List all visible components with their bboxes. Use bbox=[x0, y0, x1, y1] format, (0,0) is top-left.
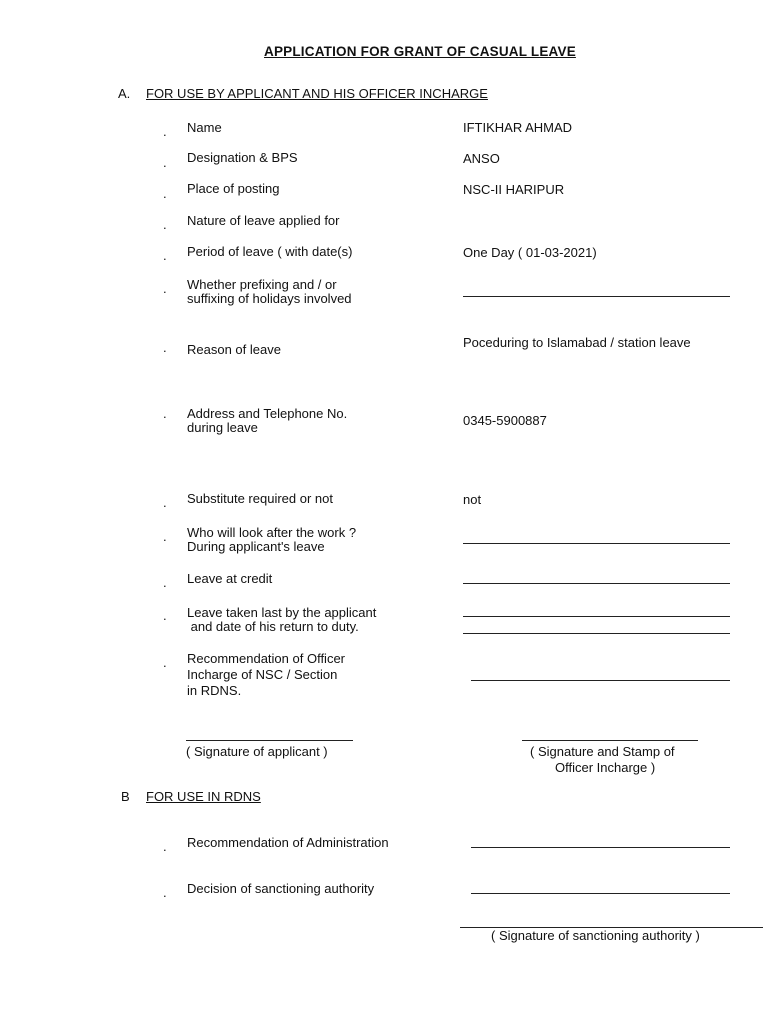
recommend-admin-blank-line bbox=[471, 847, 730, 848]
recommend-officer-blank-line bbox=[471, 680, 730, 681]
designation-value: ANSO bbox=[463, 151, 500, 166]
last-leave-label-line2: and date of his return to duty. bbox=[187, 619, 359, 634]
section-a-letter: A. bbox=[118, 86, 131, 101]
substitute-label: Substitute required or not bbox=[187, 491, 333, 506]
reason-value: Poceduring to Islamabad / station leave bbox=[463, 335, 691, 350]
bullet-marker: . bbox=[163, 885, 167, 900]
posting-label: Place of posting bbox=[187, 181, 280, 196]
name-value: IFTIKHAR AHMAD bbox=[463, 120, 573, 135]
bullet-marker: . bbox=[163, 575, 167, 590]
bullet-marker: . bbox=[163, 340, 167, 355]
address-label-line1: Address and Telephone No. bbox=[187, 406, 348, 421]
decision-label: Decision of sanctioning authority bbox=[187, 881, 375, 896]
prefixing-label-line1: Whether prefixing and / or bbox=[187, 277, 337, 292]
reason-label: Reason of leave bbox=[187, 342, 281, 357]
who-work-label-line2: During applicant's leave bbox=[187, 539, 325, 554]
who-work-blank-line bbox=[463, 543, 730, 544]
form-title: APPLICATION FOR GRANT OF CASUAL LEAVE bbox=[264, 44, 576, 59]
period-value: One Day ( 01-03-2021) bbox=[463, 245, 597, 260]
credit-blank-line bbox=[463, 583, 730, 584]
section-a-heading: FOR USE BY APPLICANT AND HIS OFFICER INCHARGE bbox=[146, 86, 488, 101]
section-b-heading: FOR USE IN RDNS bbox=[146, 789, 261, 804]
prefixing-blank-line bbox=[463, 296, 730, 297]
who-work-label-line1: Who will look after the work ? bbox=[187, 525, 357, 540]
prefixing-label-line2: suffixing of holidays involved bbox=[187, 291, 352, 306]
bullet-marker: . bbox=[163, 495, 167, 510]
bullet-marker: . bbox=[163, 124, 167, 139]
last-leave-blank-line-2 bbox=[463, 633, 730, 634]
authority-signature-caption: ( Signature of sanctioning authority ) bbox=[491, 928, 700, 943]
section-b-letter: B bbox=[121, 789, 130, 804]
recommend-admin-label: Recommendation of Administration bbox=[187, 835, 389, 850]
bullet-marker: . bbox=[163, 217, 167, 232]
officer-signature-line bbox=[522, 740, 698, 741]
name-label: Name bbox=[187, 120, 222, 135]
recommend-officer-label-line3: in RDNS. bbox=[187, 683, 242, 698]
nature-label: Nature of leave applied for bbox=[187, 213, 340, 228]
recommend-officer-label-line1: Recommendation of Officer bbox=[187, 651, 345, 666]
bullet-marker: . bbox=[163, 281, 167, 296]
decision-blank-line bbox=[471, 893, 730, 894]
bullet-marker: . bbox=[163, 529, 167, 544]
last-leave-blank-line-1 bbox=[463, 616, 730, 617]
officer-signature-caption-line2: Officer Incharge ) bbox=[555, 760, 656, 775]
applicant-signature-line bbox=[186, 740, 353, 741]
period-label: Period of leave ( with date(s) bbox=[187, 244, 353, 259]
posting-value: NSC-II HARIPUR bbox=[463, 182, 565, 197]
bullet-marker: . bbox=[163, 608, 167, 623]
last-leave-label-line1: Leave taken last by the applicant bbox=[187, 605, 377, 620]
bullet-marker: . bbox=[163, 406, 167, 421]
bullet-marker: . bbox=[163, 248, 167, 263]
bullet-marker: . bbox=[163, 155, 167, 170]
credit-label: Leave at credit bbox=[187, 571, 273, 586]
bullet-marker: . bbox=[163, 655, 167, 670]
address-label-line2: during leave bbox=[187, 420, 258, 435]
bullet-marker: . bbox=[163, 839, 167, 854]
substitute-value: not bbox=[463, 492, 482, 507]
bullet-marker: . bbox=[163, 186, 167, 201]
address-value: 0345-5900887 bbox=[463, 413, 547, 428]
recommend-officer-label-line2: Incharge of NSC / Section bbox=[187, 667, 338, 682]
applicant-signature-caption: ( Signature of applicant ) bbox=[186, 744, 328, 759]
designation-label: Designation & BPS bbox=[187, 150, 298, 165]
officer-signature-caption-line1: ( Signature and Stamp of bbox=[530, 744, 675, 759]
